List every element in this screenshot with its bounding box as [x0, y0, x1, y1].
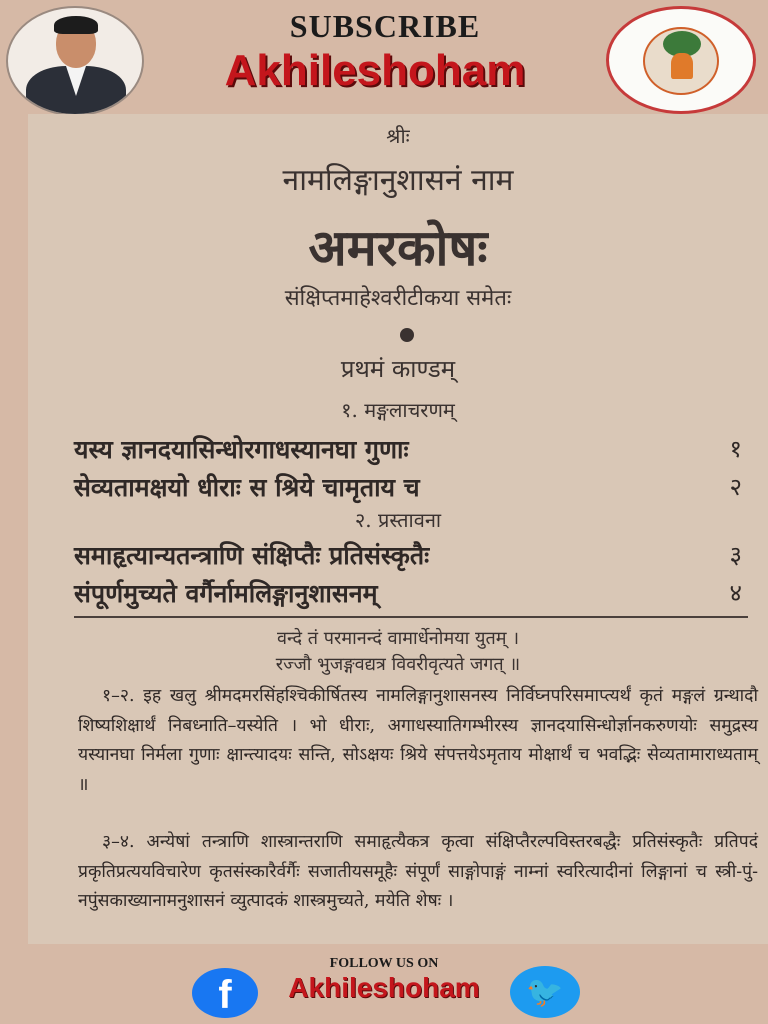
twitter-icon[interactable]: 🐦: [510, 966, 580, 1018]
follow-us-text: FOLLOW US ON: [329, 956, 439, 971]
verse-number: ३: [729, 541, 742, 569]
verse-line: समाहृत्यान्यतन्त्राणि संक्षिप्तैः प्रतिसंस्कृतैः: [74, 541, 430, 570]
facebook-icon[interactable]: f: [192, 968, 258, 1018]
scanned-page: [28, 114, 768, 944]
divider-dot: [400, 328, 414, 342]
commentary-paragraph: १–२. इह खलु श्रीमदमरसिंहश्चिकीर्षितस्य नामलिङ्गानुशासनस्य निर्विघ्नपरिसमाप्त्यर्थं कृतं मङ्गलं ग्रन्थादौ शिष्यशिक्षार्थं निबध्नाति–यस्येति । भो धीराः, अगाधस्यातिगम्भीरस्य ज्ञानदयासिन्धोर्ज्ञानकरुणयोः समुद्रस्य यस्यानघा निर्मला गुणाः क्षान्त्यादयः सन्ति, सोऽक्षयः श्रिये संपत्तयेऽमृताय मोक्षार्थं च भवद्भिः सेव्यतामाराध्यताम् ॥: [78, 686, 758, 795]
commentary-verse: वन्दे तं परमानन्दं वामार्धेनोमया युतम् ।: [276, 628, 520, 649]
brand-title: Akhileshoham: [224, 46, 526, 95]
book-subtitle: संक्षिप्तमाहेश्वरीटीकया समेतः: [284, 286, 512, 311]
commentary-paragraph: ३–४. अन्येषां तन्त्राणि शास्त्रान्तराणि समाहृत्यैकत्र कृत्वा संक्षिप्तैरल्पविस्तरबद्धैः प्रतिसंस्कृतैः प्रतिपदं प्रकृतिप्रत्ययविचारेण कृतसंस्कारैर्वर्गैः सजातीयसमूहैः संपूर्णं साङ्गोपाङ्गं नाम्नां स्वरित्यादीनां लिङ्गानां च स्त्री-पुं-नपुंसकाख्यानामनुशासनं व्युत्पादकं शास्त्रमुच्यते, मयेति शेषः ।: [78, 832, 758, 911]
profile-photo: [6, 6, 144, 116]
section-heading: २. प्रस्तावना: [354, 508, 442, 532]
section-heading: १. मङ्गलाचरणम्: [341, 398, 455, 422]
title-line: नामलिङ्गानुशासनं नाम: [282, 163, 514, 198]
commentary-verse: रज्जौ भुजङ्गवद्यत्र विवरीवृत्यते जगत् ॥: [275, 654, 521, 675]
subscribe-text: SUBSCRIBE: [289, 8, 481, 44]
verse-number: १: [729, 435, 742, 463]
footer-brand: Akhileshoham: [288, 972, 480, 1003]
verse-number: ४: [729, 579, 742, 607]
channel-seal-logo: [606, 6, 756, 114]
verse-line: सेव्यतामक्षयो धीराः स श्रिये चामृताय च: [74, 473, 420, 502]
verse-line: यस्य ज्ञानदयासिन्धोरगाधस्यानघा गुणाः: [74, 435, 409, 464]
kanda-heading: प्रथमं काण्डम्: [340, 355, 456, 383]
verse-line: संपूर्णमुच्यते वर्गैर्नामलिङ्गानुशासनम्: [74, 579, 378, 608]
shri-heading: श्रीः: [386, 124, 410, 148]
verse-number: २: [729, 473, 742, 501]
divider-rule: [74, 616, 748, 618]
book-title: अमरकोषः: [308, 218, 488, 277]
